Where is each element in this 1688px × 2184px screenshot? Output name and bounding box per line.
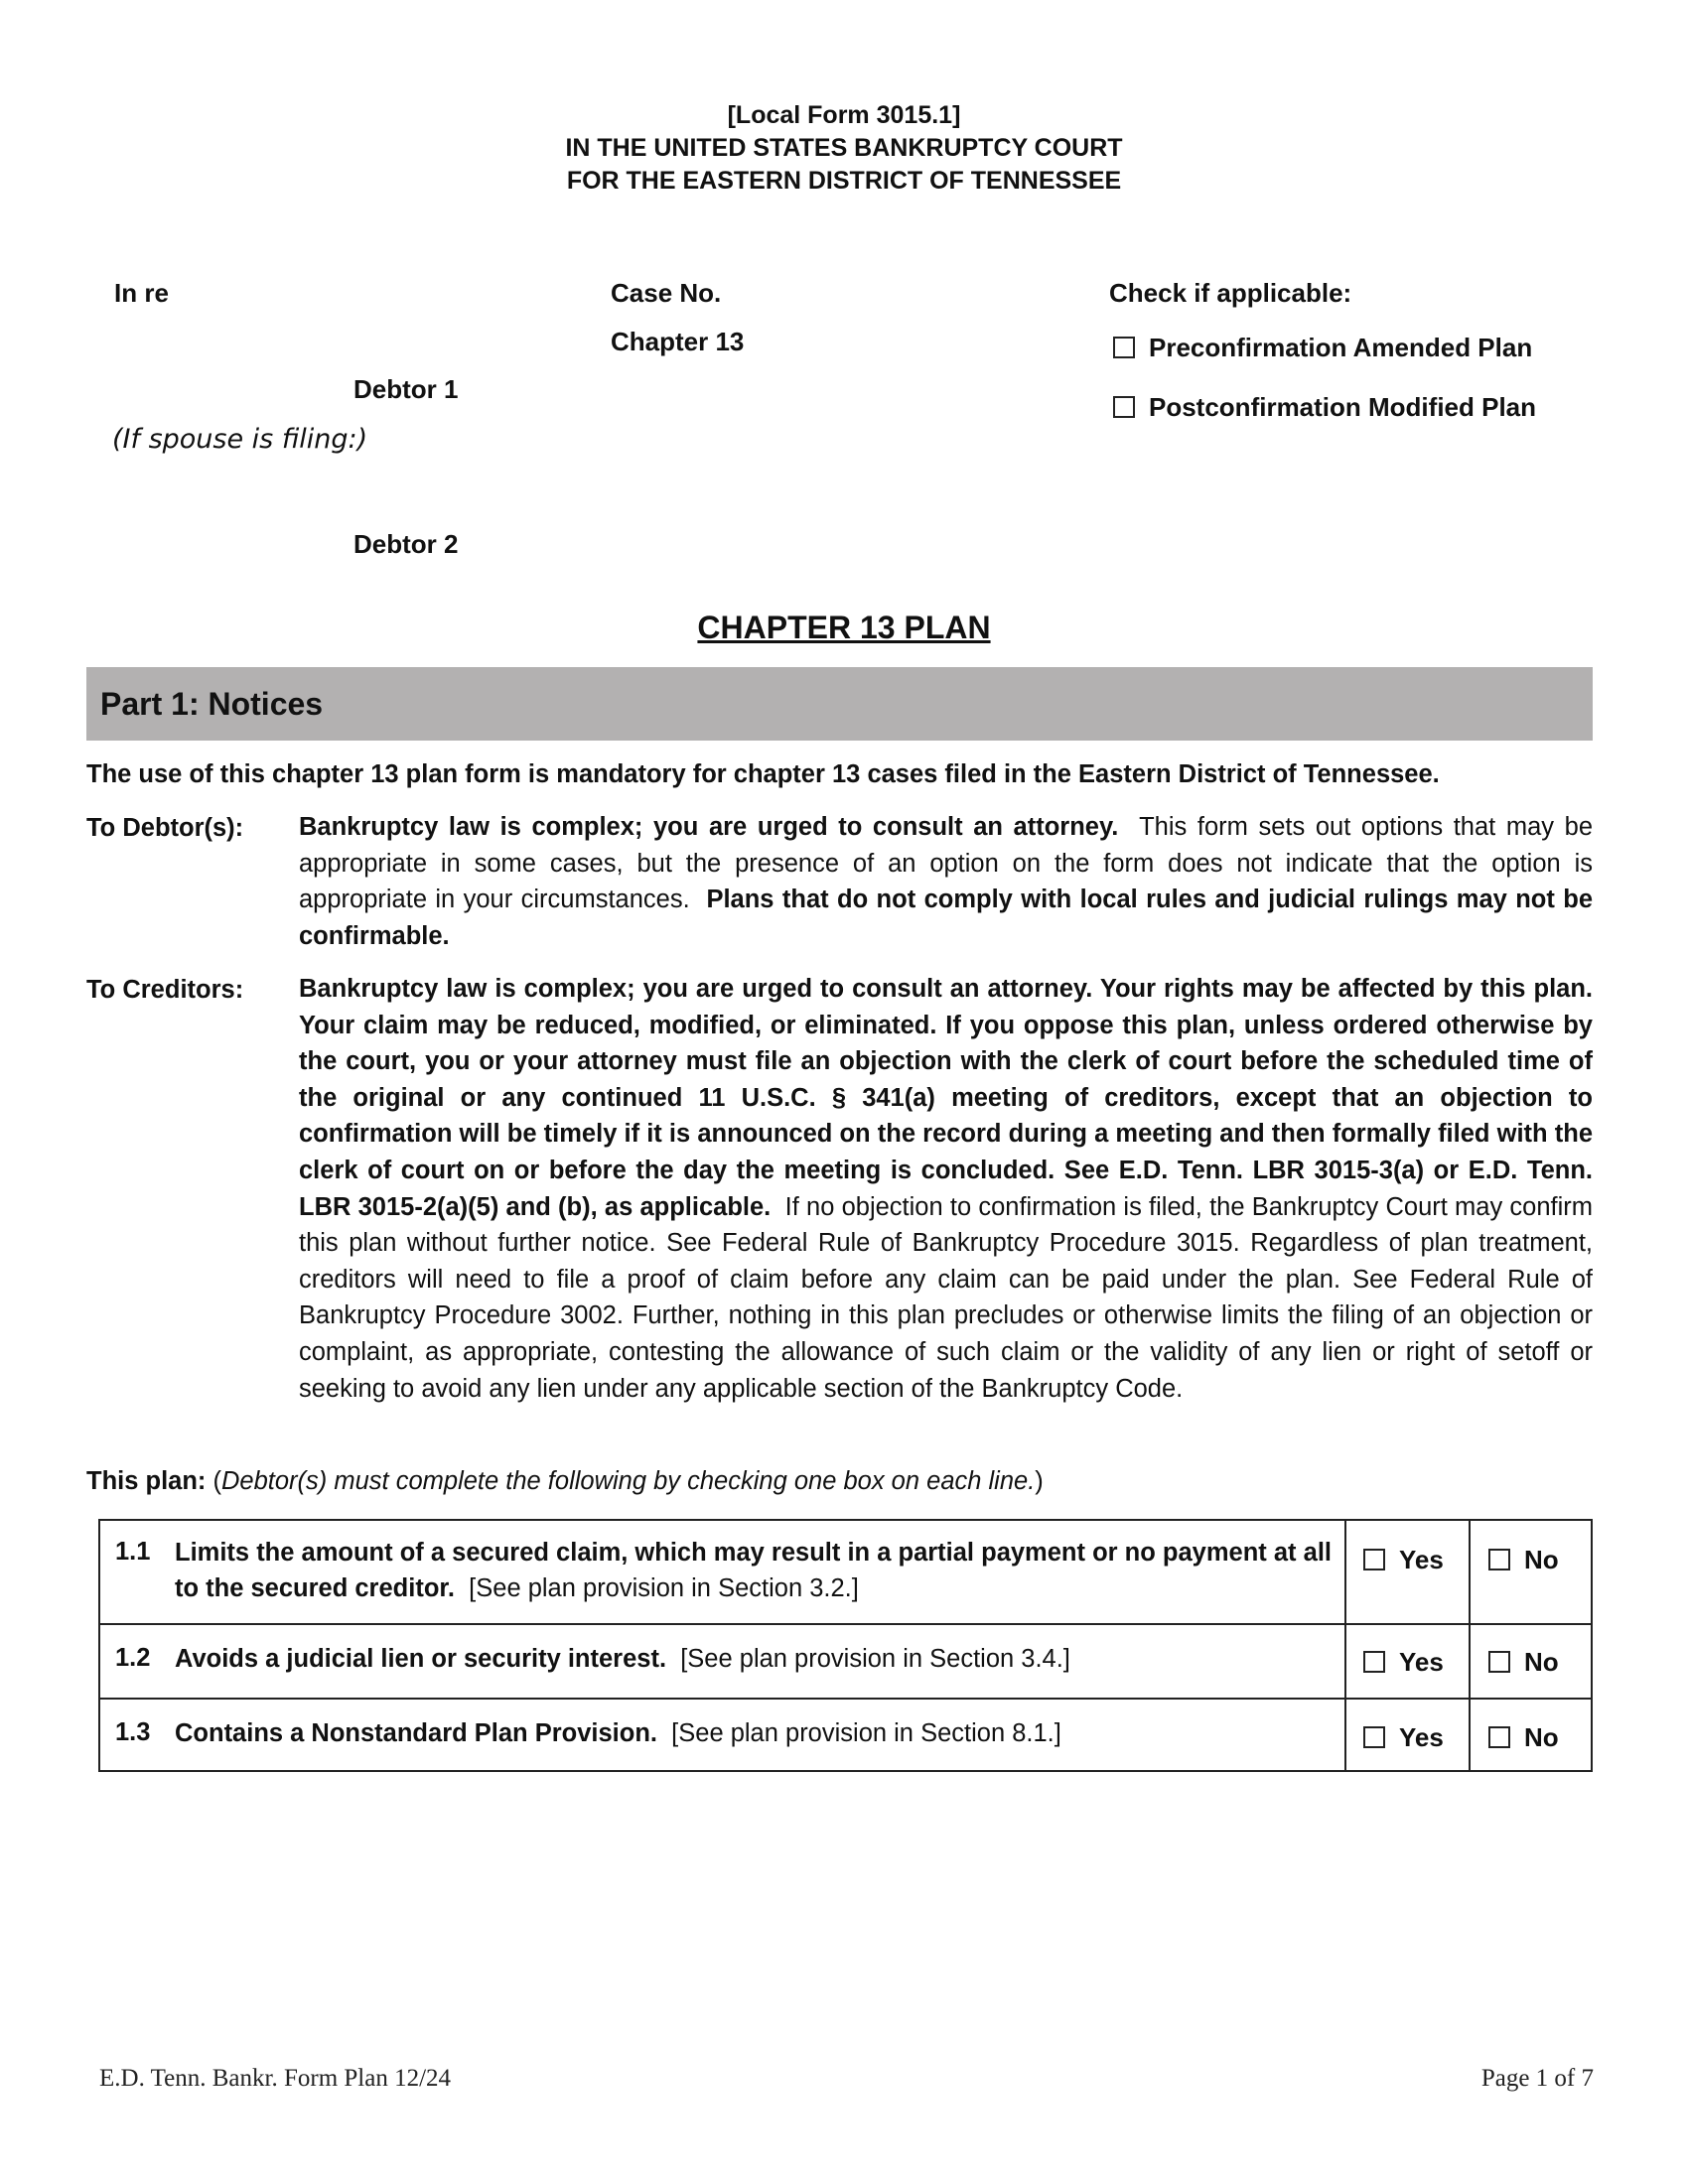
- item-1-1-text: [175, 1535, 1332, 1606]
- item-1-3-no-checkbox[interactable]: [1488, 1726, 1510, 1748]
- this-plan-line: [86, 1463, 1596, 1500]
- this-plan-close-paren: ): [1035, 1467, 1044, 1495]
- item-1-3-yes-checkbox[interactable]: [1363, 1726, 1385, 1748]
- to-creditors-bold: Bankruptcy law is complex; you are urged to consult an attorney. Your rights may be affected by this plan. Your claim may be reduced, modified, or eliminated. If you oppose this plan, unless ordered otherwise by the court, you or your attorney must file an objection with the clerk of court before the scheduled time of the original or any continued 11 U.S.C. § 341(a) meeting of creditors, except that an objection to confirmation will be timely if it is announced on the record during a meeting and then formally filed with the clerk of court on or before the day the meeting is concluded. See E.D. Tenn. LBR 3015-3(a) or E.D. Tenn. LBR 3015-2(a)(5) and (b), as applicable.: [299, 975, 1593, 1221]
- to-creditors-text: [299, 971, 1593, 1407]
- chapter-label: Chapter 13: [611, 327, 745, 356]
- table-divider-1: [1344, 1521, 1346, 1770]
- part1-heading: Part 1: Notices: [86, 667, 1593, 741]
- postconfirmation-option[interactable]: [1113, 392, 1536, 423]
- item-1-2-ref: [See plan provision in Section 3.4.]: [680, 1645, 1070, 1673]
- no-label: No: [1524, 1647, 1559, 1677]
- item-1-2-yes-checkbox[interactable]: [1363, 1651, 1385, 1673]
- to-debtors-bold-1: Bankruptcy law is complex; you are urged to consult an attorney.: [299, 813, 1119, 841]
- footer-form-id: E.D. Tenn. Bankr. Form Plan 12/24: [99, 2065, 452, 2092]
- postconfirmation-label: Postconfirmation Modified Plan: [1149, 392, 1537, 422]
- preconfirmation-label: Preconfirmation Amended Plan: [1149, 333, 1533, 362]
- item-1-1-no[interactable]: [1488, 1545, 1559, 1575]
- to-debtors-label: To Debtor(s):: [86, 814, 244, 842]
- item-1-1-yes-checkbox[interactable]: [1363, 1549, 1385, 1570]
- item-1-3-bold: Contains a Nonstandard Plan Provision.: [175, 1719, 657, 1747]
- debtor1-label: Debtor 1: [353, 374, 459, 404]
- postconfirmation-checkbox[interactable]: [1113, 396, 1135, 418]
- to-debtors-bold-2: Plans that do not comply with local rules and judicial rulings may not be confirmable.: [299, 886, 1593, 950]
- item-1-2-bold: Avoids a judicial lien or security interest.: [175, 1645, 667, 1673]
- in-re-label: In re: [114, 278, 169, 308]
- debtor2-label: Debtor 2: [353, 529, 459, 559]
- this-plan-open-paren: (: [212, 1467, 222, 1495]
- to-debtors-body: This form sets out options that may be appropriate in some cases, but the presence of an option on the form does not indicate that the option is appropriate in your circumstances.: [299, 813, 1593, 914]
- item-1-3-number: 1.3: [115, 1718, 151, 1746]
- this-plan-label: This plan:: [86, 1467, 207, 1495]
- this-plan-instruction: Debtor(s) must complete the following by checking one box on each line.: [221, 1467, 1036, 1495]
- item-1-2-no[interactable]: [1488, 1647, 1559, 1678]
- to-creditors-label: To Creditors:: [86, 976, 244, 1004]
- yes-label: Yes: [1399, 1545, 1444, 1574]
- item-1-2-number: 1.2: [115, 1644, 151, 1672]
- mandatory-notice: The use of this chapter 13 plan form is mandatory for chapter 13 cases filed in the Eastern District of Tennessee.: [86, 760, 1440, 788]
- item-1-1-no-checkbox[interactable]: [1488, 1549, 1510, 1570]
- item-1-3-ref: [See plan provision in Section 8.1.]: [671, 1719, 1061, 1747]
- item-1-2-text: [175, 1641, 1332, 1677]
- table-divider-2: [1469, 1521, 1471, 1770]
- item-1-1-ref: [See plan provision in Section 3.2.]: [469, 1574, 859, 1602]
- item-1-1-number: 1.1: [115, 1538, 151, 1566]
- item-1-2-no-checkbox[interactable]: [1488, 1651, 1510, 1673]
- item-1-1-bold: Limits the amount of a secured claim, which may result in a partial payment or no payment at all to the secured creditor.: [175, 1539, 1332, 1602]
- to-debtors-text: [299, 809, 1593, 954]
- court-line-2: FOR THE EASTERN DISTRICT OF TENNESSEE: [566, 167, 1122, 195]
- preconfirmation-option[interactable]: [1113, 333, 1532, 363]
- to-creditors-body: If no objection to confirmation is filed, the Bankruptcy Court may confirm this plan without further notice. See Federal Rule of Bankruptcy Procedure 3015. Regardless of plan treatment, creditors will need to file a proof of claim before any claim can be paid under the plan. See Federal Rule of Bankruptcy Procedure 3002. Further, nothing in this plan precludes or otherwise limits the filing of an objection or complaint, as appropriate, contesting the allowance of such claim or the validity of any lien or right of setoff or seeking to avoid any lien under any applicable section of the Bankruptcy Code.: [299, 1192, 1594, 1403]
- no-label: No: [1524, 1545, 1559, 1574]
- preconfirmation-checkbox[interactable]: [1113, 337, 1135, 358]
- spouse-note: (If spouse is filing:): [112, 424, 368, 455]
- form-id: [Local Form 3015.1]: [727, 101, 961, 129]
- plan-title: CHAPTER 13 PLAN: [697, 610, 991, 645]
- yes-label: Yes: [1399, 1722, 1444, 1752]
- plan-features-table: [98, 1519, 1593, 1772]
- item-1-3-yes[interactable]: [1363, 1722, 1444, 1753]
- item-1-3-text: [175, 1715, 1332, 1751]
- item-1-3-no[interactable]: [1488, 1722, 1559, 1753]
- footer-page-number: Page 1 of 7: [1480, 2065, 1594, 2092]
- court-line-1: IN THE UNITED STATES BANKRUPTCY COURT: [565, 134, 1123, 162]
- table-row-divider-1: [100, 1623, 1591, 1625]
- table-row-divider-2: [100, 1698, 1591, 1700]
- item-1-1-yes[interactable]: [1363, 1545, 1444, 1575]
- case-no-label: Case No.: [611, 278, 722, 308]
- item-1-2-yes[interactable]: [1363, 1647, 1444, 1678]
- check-if-applicable-label: Check if applicable:: [1109, 278, 1352, 308]
- no-label: No: [1524, 1722, 1559, 1752]
- yes-label: Yes: [1399, 1647, 1444, 1677]
